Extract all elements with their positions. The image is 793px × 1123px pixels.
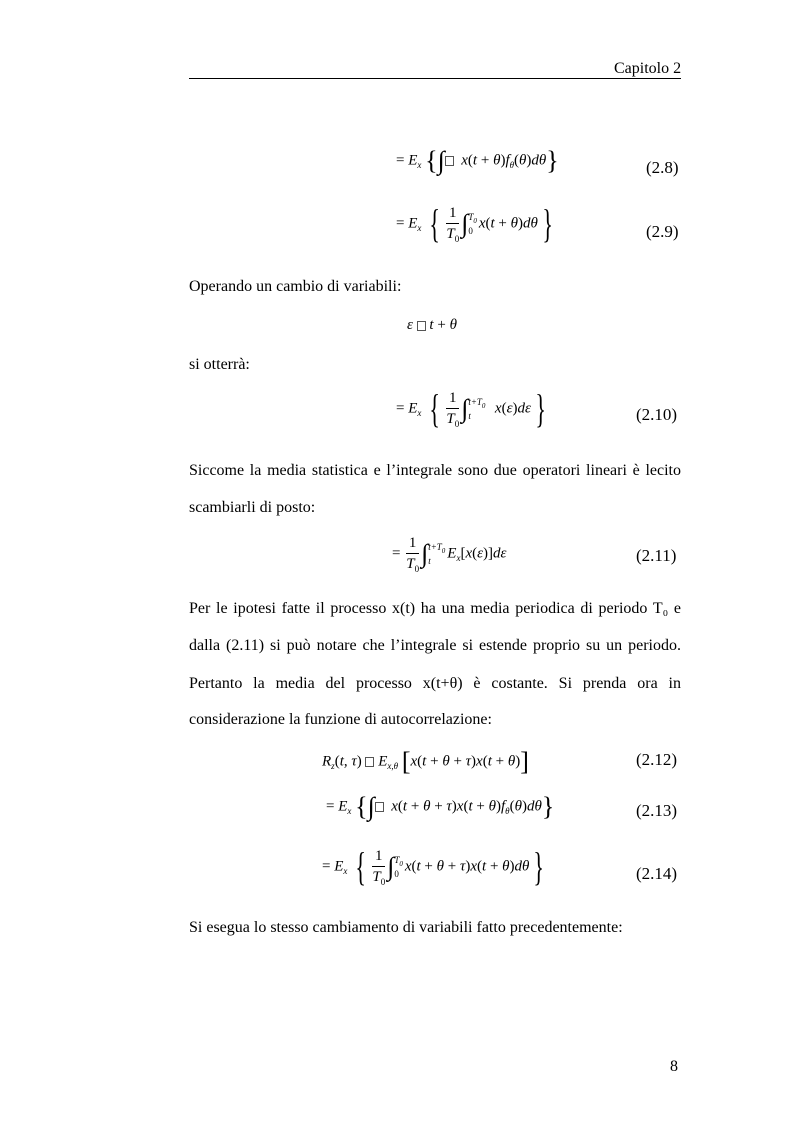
paragraph-text: si otterrà:	[189, 356, 250, 373]
page-number: 8	[670, 1058, 678, 1075]
header-rule	[189, 78, 681, 79]
equation-2-9: = $E_x$ { $\frac{1}{T_0}$ ∫ $T_0$ 0 x(t + θ)dθ }	[396, 201, 553, 246]
equation-number-2-14: (2.14)	[636, 864, 678, 883]
paragraph-line: scambiarli di posto:	[189, 499, 316, 516]
equation-number-2-13: (2.13)	[636, 801, 678, 820]
equation-number-2-9: (2.9)	[646, 222, 679, 241]
equation-2-8: = $E_x$ {∫ $x(t + \theta)f_\theta(\theta)d\theta$}	[396, 146, 559, 175]
equation-number-2-12: (2.12)	[636, 750, 678, 769]
paragraph-line: Pertanto la media del processo x(t+θ) è costante. Si prenda ora in	[189, 675, 681, 692]
equation-2-13: = $E_x$ {∫ $x(t + \theta + \tau)x(t + \theta)f_\theta(\theta)d\theta$}	[326, 792, 555, 821]
paragraph-line: considerazione la funzione di autocorrelazione:	[189, 711, 492, 728]
paragraph-line: dalla (2.11) si può notare che l’integrale si estende proprio su un periodo.	[189, 637, 681, 654]
equation-number-2-10: (2.10)	[636, 405, 678, 424]
chapter-header: Capitolo 2	[614, 60, 682, 77]
undefined-glyph-box	[365, 757, 374, 767]
equation-2-10: = $E_x$ { $\frac{1}{T_0}$ ∫ $t+T_0$ t x(ε)dε }	[396, 386, 546, 431]
paragraph-line: Per le ipotesi fatte il processo x(t) ha una media periodica di periodo T₀ e	[189, 600, 681, 617]
undefined-glyph-box	[417, 321, 426, 331]
equation-number-2-11: (2.11)	[636, 546, 677, 565]
equation-number-2-8: (2.8)	[646, 158, 679, 177]
equation-2-12: $R_z(t$, τ) $E_{x,\theta}$ [x(t + θ + τ)x(t + θ)]	[322, 747, 529, 776]
undefined-glyph-box	[375, 802, 384, 812]
equation-substitution: ε t + θ	[407, 317, 457, 333]
undefined-glyph-box	[445, 156, 454, 166]
paragraph-text: Si esegua lo stesso cambiamento di variabili fatto precedentemente:	[189, 919, 623, 936]
paragraph-text: Operando un cambio di variabili:	[189, 278, 402, 295]
equation-2-14: = $E_x$ { $\frac{1}{T_0}$ ∫ $T_0$ 0 x(t + θ + τ)x(t + θ)dθ }	[322, 844, 545, 889]
paragraph-line: Siccome la media statistica e l’integrale sono due operatori lineari è lecito	[189, 462, 681, 479]
equation-2-11: = $\frac{1}{T_0}$ ∫ $t+T_0$ t $E_x[x(\varepsilon)]d\varepsilon$	[392, 535, 507, 574]
